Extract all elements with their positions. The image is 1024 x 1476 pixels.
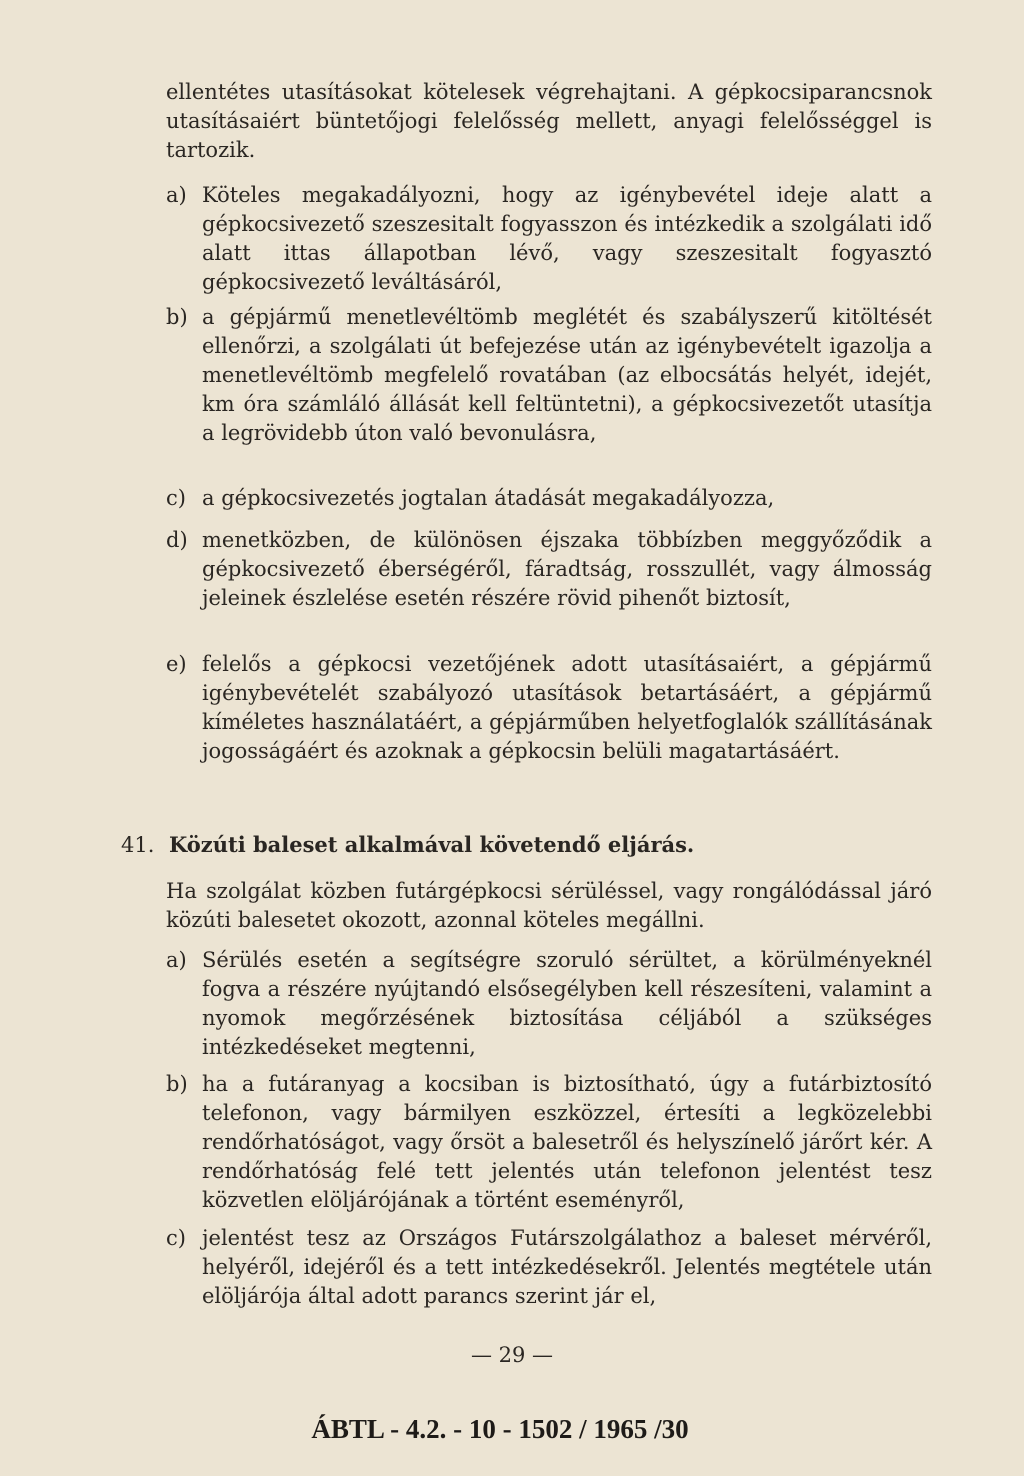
list-item: [166, 650, 932, 766]
section-intro-paragraph: Ha szolgálat közben futárgépkocsi sérüléssel, vagy rongálódással járó közúti balesetet okozott, azonnal köteles megállni.: [166, 879, 932, 932]
list-marker: c): [166, 1226, 186, 1250]
list-item-text: jelentést tesz az Országos Futárszolgálathoz a baleset mérvéről, helyéről, idejéről és a tett intézkedésekről. Jelentés megtétele után elöljárója által adott parancs szerint jár el,: [202, 1226, 932, 1308]
list-item: [166, 484, 932, 513]
list-item: [166, 1224, 932, 1311]
list-item: [166, 181, 932, 297]
list-item: [166, 946, 932, 1062]
list-marker: b): [166, 305, 188, 329]
list-marker: a): [166, 948, 187, 972]
section-number: 41.: [121, 833, 155, 857]
section-heading: [121, 830, 694, 860]
list-item: [166, 1070, 932, 1215]
list-item-text: ha a futáranyag a kocsiban is biztosítható, úgy a futárbiztosító telefonon, vagy bármilyen eszközzel, értesíti a legközelebbi rendőrhatóságot, vagy őrsöt a balesetről és helyszínelő járőrt kér. A rendőrhatóság felé tett jelentés után telefonon jelentést tesz közvetlen elöljárójának a történt eseményről,: [202, 1072, 932, 1212]
list-item-text: a gépkocsivezetés jogtalan átadását megakadályozza,: [202, 486, 775, 510]
page-number: — 29 —: [470, 1343, 554, 1367]
list-marker: b): [166, 1072, 188, 1096]
list-marker: a): [166, 183, 187, 207]
list-item: [166, 303, 932, 448]
list-marker: e): [166, 652, 187, 676]
section-title: Közúti baleset alkalmával követendő eljárás.: [169, 832, 695, 857]
list-item: [166, 526, 932, 613]
list-marker: c): [166, 486, 186, 510]
intro-paragraph: ellentétes utasításokat kötelesek végrehajtani. A gépkocsiparancsnok utasításaiért büntetőjogi felelősség mellett, anyagi felelősséggel is tartozik.: [166, 80, 932, 162]
list-item-text: a gépjármű menetlevéltömb meglétét és szabályszerű kitöltését ellenőrzi, a szolgálati út befejezése után az igénybevételt igazolja a menetlevéltömb megfelelő rovatában (az elbocsátás helyét, idejét, km óra számláló állását kell feltüntetni), a gépkocsivezetőt utasítja a legrövidebb úton való bevonulásra,: [202, 305, 932, 445]
list-item-text: menetközben, de különösen éjszaka többízben meggyőződik a gépkocsivezető éberségéről, fáradtság, rosszullét, vagy álmosság jeleinek észlelése esetén részére rövid pihenőt biztosít,: [202, 528, 932, 610]
archive-reference: ÁBTL - 4.2. - 10 - 1502 / 1965 /30: [311, 1414, 689, 1444]
list-item-text: felelős a gépkocsi vezetőjének adott utasításaiért, a gépjármű igénybevételét szabályozó utasítások betartásáért, a gépjármű kíméletes használatáért, a gépjárműben helyetfoglalók szállításának jogosságáért és azoknak a gépkocsin belüli magatartásáért.: [202, 652, 932, 763]
list-item-text: Sérülés esetén a segítségre szoruló sérültet, a körülményeknél fogva a részére nyújtandó elsősegélyben kell részesíteni, valamint a nyomok megőrzésének biztosítása céljából a szükséges intézkedéseket megtenni,: [202, 948, 932, 1059]
list-item-text: Köteles megakadályozni, hogy az igénybevétel ideje alatt a gépkocsivezető szeszesitalt fogyasszon és intézkedik a szolgálati idő alatt ittas állapotban lévő, vagy szeszesitalt fogyasztó gépkocsivezető leváltásáról,: [202, 183, 932, 294]
list-marker: d): [166, 528, 188, 552]
